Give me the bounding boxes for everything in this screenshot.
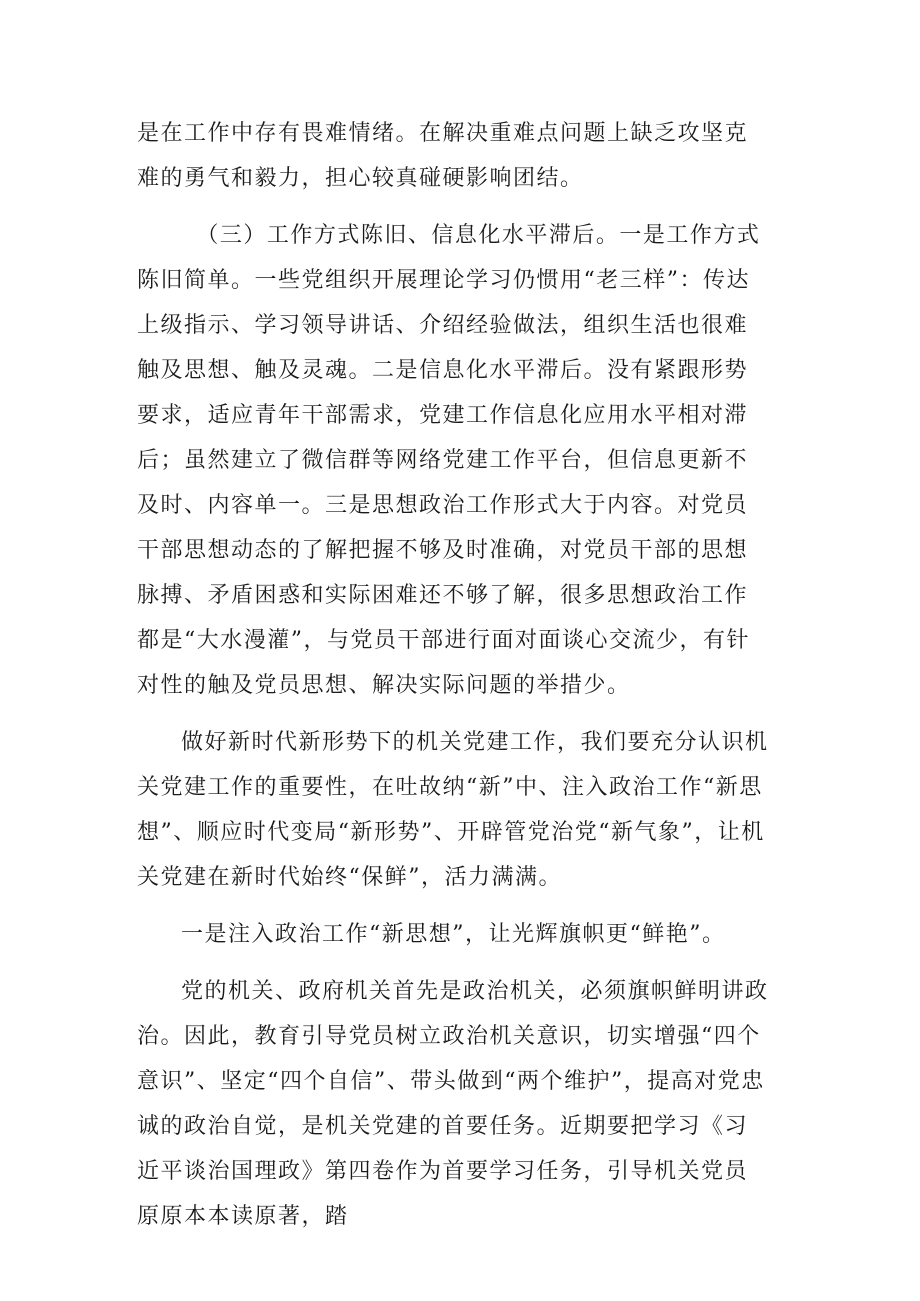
paragraph-1: 是在工作中存有畏难情绪。在解决重难点问题上缺乏攻坚克难的勇气和毅力，担心较真碰硬影响团结。 bbox=[137, 121, 749, 191]
paragraph-4: 一是注入政治工作“新思想”，让光辉旗帜更“鲜艳”。 bbox=[181, 922, 726, 947]
paragraph-5: 党的机关、政府机关首先是政治机关，必须旗帜鲜明讲政治。因此，教育引导党员树立政治机关意识，切实增强“四个意识”、坚定“四个自信”、带头做到“两个维护”，提高对党忠诚的政治自觉，是机关党建的首要任务。近期要把学习《习近平谈治国理政》第四卷作为首要学习任务，引导机关党员原原本本读原著，踏 bbox=[137, 979, 769, 1229]
paragraph-3: 做好新时代新形势下的机关党建工作，我们要充分认识机关党建工作的重要性，在吐故纳“新”中、注入政治工作“新思想”、顺应时代变局“新形势”、开辟管党治党“新气象”，让机关党建在新时代始终“保鲜”，活力满满。 bbox=[137, 730, 769, 890]
paragraph-2: （三）工作方式陈旧、信息化水平滞后。一是工作方式陈旧简单。一些党组织开展理论学习仍惯用“老三样”：传达上级指示、学习领导讲话、介绍经验做法，组织生活也很难触及思想、触及灵魂。二是信息化水平滞后。没有紧跟形势要求，适应青年干部需求，党建工作信息化应用水平相对滞后；虽然建立了微信群等网络党建工作平台，但信息更新不及时、内容单一。三是思想政治工作形式大于内容。对党员干部思想动态的了解把握不够及时准确，对党员干部的思想脉搏、矛盾困惑和实际困难还不够了解，很多思想政治工作都是“大水漫灌”，与党员干部进行面对面谈心交流少，有针对性的触及党员思想、解决实际问题的举措少。 bbox=[137, 223, 761, 698]
